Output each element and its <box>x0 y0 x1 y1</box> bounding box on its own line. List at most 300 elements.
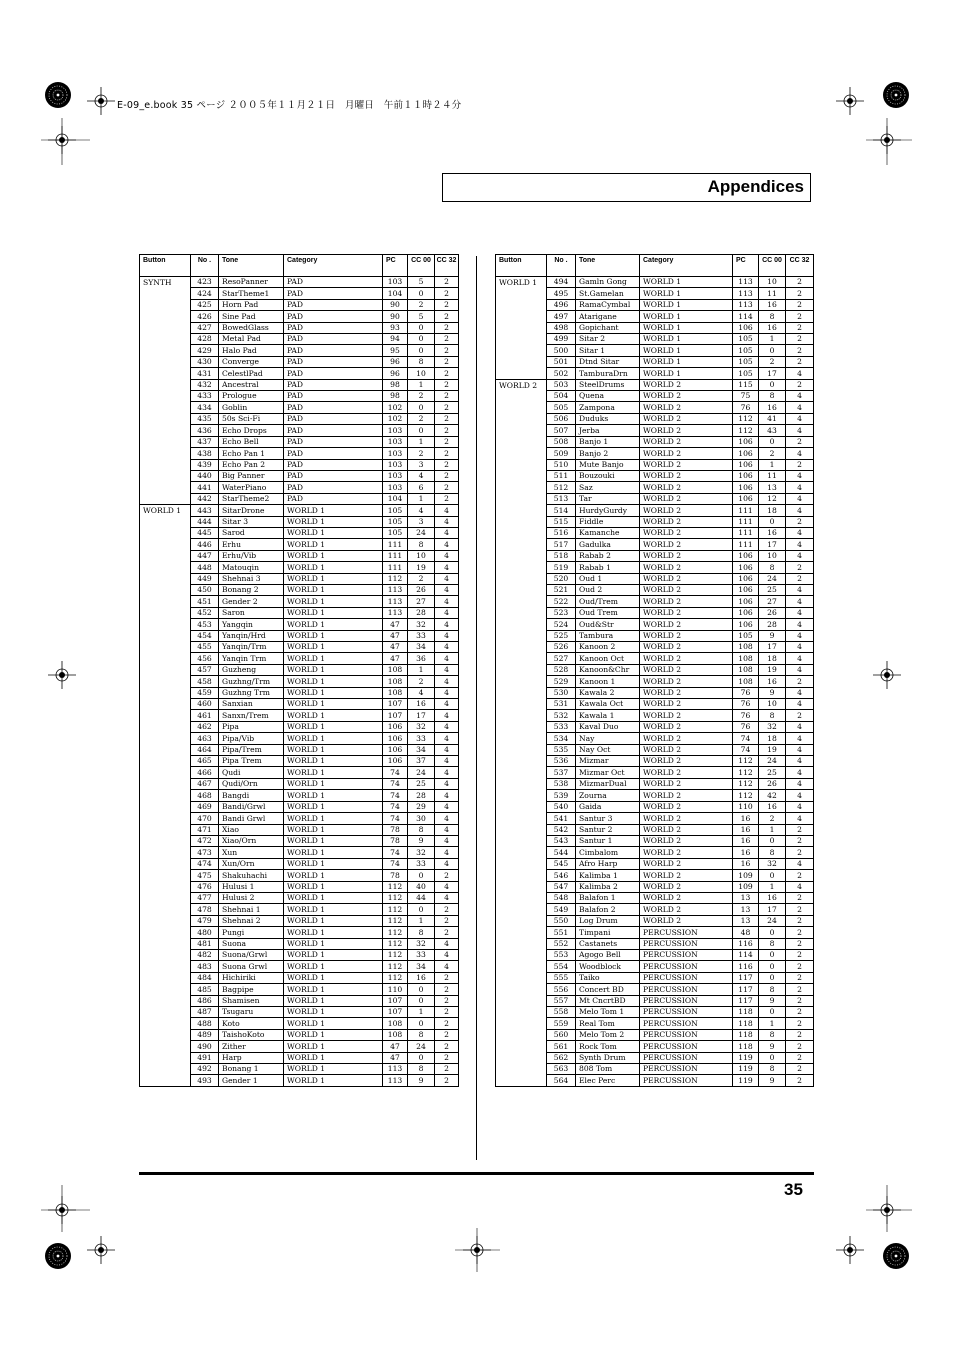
table-row <box>140 813 459 824</box>
cc00-value: 26 <box>408 584 435 595</box>
tone-number: 537 <box>547 767 576 778</box>
table-row <box>496 379 814 390</box>
table-row <box>496 778 814 789</box>
tone-name: TaishoKoto <box>219 1029 284 1040</box>
table-row <box>140 915 459 926</box>
tone-category: WORLD 1 <box>284 676 383 687</box>
cc00-value: 1 <box>759 334 786 345</box>
cc32-value: 4 <box>786 756 814 767</box>
tone-number: 466 <box>191 767 219 778</box>
tone-category: WORLD 2 <box>640 744 733 755</box>
tone-category: WORLD 1 <box>640 322 733 333</box>
cc00-value: 10 <box>408 368 435 379</box>
program-change: 111 <box>733 505 759 516</box>
tone-category: WORLD 2 <box>640 870 733 881</box>
cc00-value: 17 <box>759 904 786 915</box>
table-row <box>140 756 459 767</box>
table-row <box>140 710 459 721</box>
tone-number: 557 <box>547 995 576 1006</box>
table-row <box>140 550 459 561</box>
cc32-value: 2 <box>786 824 814 835</box>
program-change: 93 <box>383 322 408 333</box>
tone-name: Suona/Grwl <box>219 949 284 960</box>
program-change: 108 <box>383 1029 408 1040</box>
tone-number: 515 <box>547 516 576 527</box>
table-row <box>140 539 459 550</box>
cc00-value: 16 <box>759 801 786 812</box>
program-change: 106 <box>383 721 408 732</box>
program-change: 74 <box>733 744 759 755</box>
cc00-value: 32 <box>408 938 435 949</box>
cc32-value: 4 <box>435 619 459 630</box>
button-group-cell <box>140 493 191 504</box>
tone-category: WORLD 2 <box>640 459 733 470</box>
cc32-value: 4 <box>435 835 459 846</box>
cc00-value: 1 <box>408 1007 435 1018</box>
tone-category: WORLD 2 <box>640 767 733 778</box>
cc00-value: 11 <box>759 288 786 299</box>
program-change: 107 <box>383 995 408 1006</box>
tone-number: 454 <box>191 630 219 641</box>
tone-number: 506 <box>547 413 576 424</box>
cc00-value: 27 <box>408 596 435 607</box>
column-header-category: Category <box>284 255 383 277</box>
button-group-cell <box>496 938 547 949</box>
tone-category: WORLD 2 <box>640 813 733 824</box>
program-change: 108 <box>383 687 408 698</box>
tone-number: 496 <box>547 299 576 310</box>
button-group-cell <box>140 482 191 493</box>
button-group-cell <box>496 824 547 835</box>
tone-category: WORLD 1 <box>640 334 733 345</box>
button-group-cell <box>140 767 191 778</box>
table-row <box>140 984 459 995</box>
cc32-value: 4 <box>786 482 814 493</box>
tone-number: 488 <box>191 1018 219 1029</box>
cc32-value: 2 <box>786 311 814 322</box>
table-row <box>496 516 814 527</box>
tone-number: 442 <box>191 493 219 504</box>
tone-name: SitarDrone <box>219 505 284 516</box>
cc00-value: 0 <box>759 436 786 447</box>
print-header-note: E-09_e.book 35 ページ ２００５年１１月２１日 月曜日 午前１１時２４分 <box>117 100 462 111</box>
tone-category: WORLD 1 <box>284 870 383 881</box>
cc00-value: 40 <box>408 881 435 892</box>
cc00-value: 24 <box>759 915 786 926</box>
tone-name: Kanoon&Chr <box>576 664 640 675</box>
button-group-cell <box>496 425 547 436</box>
cc00-value: 1 <box>759 459 786 470</box>
tone-category: WORLD 1 <box>284 505 383 516</box>
program-change: 105 <box>383 516 408 527</box>
cc32-value: 4 <box>435 756 459 767</box>
cc00-value: 34 <box>408 744 435 755</box>
tone-number: 500 <box>547 345 576 356</box>
tone-category: WORLD 1 <box>284 1029 383 1040</box>
cc00-value: 25 <box>759 767 786 778</box>
cc00-value: 0 <box>759 870 786 881</box>
tone-name: Mt CncrtBD <box>576 995 640 1006</box>
button-group-cell <box>496 311 547 322</box>
table-row <box>496 436 814 447</box>
tone-number: 562 <box>547 1052 576 1063</box>
cc32-value: 4 <box>786 402 814 413</box>
table-row <box>496 368 814 379</box>
program-change: 47 <box>383 630 408 641</box>
table-row <box>140 379 459 390</box>
program-change: 107 <box>383 710 408 721</box>
cc00-value: 32 <box>759 721 786 732</box>
table-row <box>140 664 459 675</box>
tone-number: 450 <box>191 584 219 595</box>
table-header-row <box>140 255 459 277</box>
tone-name: Ancestral <box>219 379 284 390</box>
tone-category: PAD <box>284 379 383 390</box>
cc32-value: 4 <box>786 801 814 812</box>
program-change: 90 <box>383 311 408 322</box>
cc32-value: 2 <box>435 322 459 333</box>
cc00-value: 37 <box>408 756 435 767</box>
program-change: 106 <box>733 322 759 333</box>
cc00-value: 10 <box>759 699 786 710</box>
tone-name: Fiddle <box>576 516 640 527</box>
cc00-value: 18 <box>759 505 786 516</box>
program-change: 74 <box>383 847 408 858</box>
table-row <box>496 299 814 310</box>
tone-number: 480 <box>191 927 219 938</box>
tone-number: 541 <box>547 813 576 824</box>
tone-name: StarTheme1 <box>219 288 284 299</box>
section-title: Appendices <box>707 177 804 196</box>
cc00-value: 13 <box>759 482 786 493</box>
button-group-cell <box>140 642 191 653</box>
table-row <box>496 596 814 607</box>
tone-name: Bangdi <box>219 790 284 801</box>
button-group-cell <box>140 699 191 710</box>
section-title-box <box>442 173 811 202</box>
tone-number: 432 <box>191 379 219 390</box>
cc32-value: 4 <box>786 584 814 595</box>
table-row <box>496 1007 814 1018</box>
cc32-value: 2 <box>435 425 459 436</box>
table-row <box>140 653 459 664</box>
column-header-button: Button <box>496 255 547 277</box>
tone-category: PAD <box>284 356 383 367</box>
table-row <box>140 402 459 413</box>
tone-number: 553 <box>547 949 576 960</box>
button-group-cell <box>496 858 547 869</box>
tone-name: Santur 2 <box>576 824 640 835</box>
cc00-value: 9 <box>759 995 786 1006</box>
tone-category: PAD <box>284 470 383 481</box>
tone-name: Guzheng <box>219 664 284 675</box>
cc00-value: 0 <box>408 1052 435 1063</box>
tone-number: 481 <box>191 938 219 949</box>
button-group-cell <box>496 927 547 938</box>
tone-number: 427 <box>191 322 219 333</box>
cc32-value: 2 <box>786 1075 814 1086</box>
cc00-value: 0 <box>408 904 435 915</box>
tone-list-table-right <box>495 254 814 1087</box>
table-row <box>140 311 459 322</box>
tone-number: 507 <box>547 425 576 436</box>
tone-category: WORLD 2 <box>640 482 733 493</box>
program-change: 106 <box>733 436 759 447</box>
button-group-cell <box>140 311 191 322</box>
table-row <box>496 539 814 550</box>
tone-category: PAD <box>284 459 383 470</box>
cc00-value: 12 <box>759 493 786 504</box>
tone-name: Gender 1 <box>219 1075 284 1086</box>
tone-name: Pipa/Trem <box>219 744 284 755</box>
button-group-cell <box>496 493 547 504</box>
program-change: 47 <box>383 619 408 630</box>
tone-name: Tambura <box>576 630 640 641</box>
table-row <box>140 938 459 949</box>
program-change: 96 <box>383 368 408 379</box>
cc00-value: 1 <box>408 915 435 926</box>
table-row <box>140 334 459 345</box>
tone-category: PAD <box>284 288 383 299</box>
button-group-cell <box>496 778 547 789</box>
tone-name: Converge <box>219 356 284 367</box>
cc00-value: 0 <box>408 870 435 881</box>
table-row <box>496 345 814 356</box>
cc00-value: 24 <box>759 756 786 767</box>
cc32-value: 4 <box>786 505 814 516</box>
cc00-value: 16 <box>408 699 435 710</box>
cc32-value: 2 <box>435 482 459 493</box>
tone-category: WORLD 1 <box>284 1064 383 1075</box>
tone-category: WORLD 1 <box>284 972 383 983</box>
column-header-cc32: CC 32 <box>786 255 814 277</box>
column-header-no: No . <box>547 255 576 277</box>
cc00-value: 33 <box>408 733 435 744</box>
tone-number: 527 <box>547 653 576 664</box>
button-group-cell <box>140 790 191 801</box>
table-row <box>496 699 814 710</box>
program-change: 104 <box>383 288 408 299</box>
program-change: 106 <box>733 619 759 630</box>
table-row <box>140 767 459 778</box>
tone-number: 465 <box>191 756 219 767</box>
cc32-value: 4 <box>435 961 459 972</box>
tone-number: 478 <box>191 904 219 915</box>
program-change: 105 <box>733 356 759 367</box>
program-change: 112 <box>733 756 759 767</box>
button-group-cell <box>140 778 191 789</box>
button-group-cell <box>140 379 191 390</box>
tone-name: Pipa Trem <box>219 756 284 767</box>
cc00-value: 0 <box>408 322 435 333</box>
cc32-value: 2 <box>435 345 459 356</box>
cc32-value: 2 <box>786 892 814 903</box>
tone-category: PAD <box>284 448 383 459</box>
tone-number: 559 <box>547 1018 576 1029</box>
table-row <box>496 972 814 983</box>
cc32-value: 2 <box>435 356 459 367</box>
tone-name: Balafon 2 <box>576 904 640 915</box>
button-group-cell <box>496 482 547 493</box>
tone-category: WORLD 1 <box>640 356 733 367</box>
program-change: 74 <box>733 733 759 744</box>
cc00-value: 16 <box>408 972 435 983</box>
cc32-value: 2 <box>435 413 459 424</box>
tone-name: WaterPiano <box>219 482 284 493</box>
cc32-value: 2 <box>786 1029 814 1040</box>
program-change: 105 <box>733 345 759 356</box>
program-change: 106 <box>383 756 408 767</box>
program-change: 16 <box>733 858 759 869</box>
tone-number: 468 <box>191 790 219 801</box>
cc32-value: 2 <box>786 322 814 333</box>
tone-name: Qudi <box>219 767 284 778</box>
cc00-value: 2 <box>759 813 786 824</box>
button-group-cell <box>140 630 191 641</box>
cc32-value: 2 <box>435 1029 459 1040</box>
table-row <box>140 573 459 584</box>
tone-number: 546 <box>547 870 576 881</box>
column-divider <box>476 256 477 1160</box>
cc00-value: 33 <box>408 630 435 641</box>
cc32-value: 4 <box>786 550 814 561</box>
tone-category: WORLD 1 <box>284 881 383 892</box>
table-row <box>496 1052 814 1063</box>
program-change: 103 <box>383 448 408 459</box>
cc00-value: 28 <box>759 619 786 630</box>
tone-category: PAD <box>284 277 383 288</box>
program-change: 113 <box>383 1075 408 1086</box>
table-row <box>496 744 814 755</box>
button-group-cell <box>140 368 191 379</box>
tone-category: WORLD 2 <box>640 824 733 835</box>
table-row <box>140 824 459 835</box>
table-row <box>140 1052 459 1063</box>
button-group-cell <box>140 584 191 595</box>
tone-name: RamaCymbal <box>576 299 640 310</box>
program-change: 106 <box>733 596 759 607</box>
cc00-value: 16 <box>759 299 786 310</box>
cc32-value: 2 <box>435 972 459 983</box>
tone-number: 523 <box>547 607 576 618</box>
column-header-tone: Tone <box>219 255 284 277</box>
cc00-value: 0 <box>759 345 786 356</box>
tone-name: Gadulka <box>576 539 640 550</box>
table-row <box>140 413 459 424</box>
cc00-value: 8 <box>759 391 786 402</box>
table-row <box>496 676 814 687</box>
table-row <box>496 892 814 903</box>
tone-number: 547 <box>547 881 576 892</box>
table-row <box>140 892 459 903</box>
button-group-cell <box>496 949 547 960</box>
tone-name: Yangqin <box>219 619 284 630</box>
program-change: 111 <box>383 562 408 573</box>
cc00-value: 4 <box>408 470 435 481</box>
table-row <box>496 413 814 424</box>
cc32-value: 2 <box>435 904 459 915</box>
column-header-button: Button <box>140 255 191 277</box>
table-row <box>496 835 814 846</box>
tone-number: 476 <box>191 881 219 892</box>
tone-number: 473 <box>191 847 219 858</box>
cc00-value: 8 <box>759 938 786 949</box>
column-header-pc: PC <box>383 255 408 277</box>
cc00-value: 8 <box>408 539 435 550</box>
cc32-value: 2 <box>786 995 814 1006</box>
button-group-cell <box>140 607 191 618</box>
button-group-cell <box>496 619 547 630</box>
tone-number: 560 <box>547 1029 576 1040</box>
button-group-cell <box>140 334 191 345</box>
program-change: 16 <box>733 813 759 824</box>
cc32-value: 4 <box>786 790 814 801</box>
cc00-value: 5 <box>408 311 435 322</box>
button-group-cell <box>140 345 191 356</box>
tone-number: 501 <box>547 356 576 367</box>
tone-number: 462 <box>191 721 219 732</box>
tone-category: PERCUSSION <box>640 1029 733 1040</box>
button-group-cell <box>496 607 547 618</box>
cc00-value: 9 <box>408 1075 435 1086</box>
program-change: 112 <box>383 892 408 903</box>
cc32-value: 2 <box>786 949 814 960</box>
program-change: 16 <box>733 835 759 846</box>
cc00-value: 16 <box>759 892 786 903</box>
tone-name: Horn Pad <box>219 299 284 310</box>
program-change: 76 <box>733 710 759 721</box>
button-group-cell <box>140 961 191 972</box>
tone-category: WORLD 2 <box>640 379 733 390</box>
button-group-cell <box>496 516 547 527</box>
tone-name: Yanqin Trm <box>219 653 284 664</box>
cc32-value: 2 <box>435 470 459 481</box>
program-change: 112 <box>383 573 408 584</box>
program-change: 104 <box>383 493 408 504</box>
tone-name: Echo Bell <box>219 436 284 447</box>
button-group-cell <box>496 288 547 299</box>
cc32-value: 4 <box>786 813 814 824</box>
tone-number: 495 <box>547 288 576 299</box>
button-group-cell <box>496 687 547 698</box>
cc32-value: 2 <box>786 984 814 995</box>
tone-number: 433 <box>191 391 219 402</box>
cc32-value: 4 <box>786 664 814 675</box>
button-group-cell <box>496 630 547 641</box>
tone-name: Log Drum <box>576 915 640 926</box>
tone-name: Nay <box>576 733 640 744</box>
tone-number: 492 <box>191 1064 219 1075</box>
cc00-value: 1 <box>408 664 435 675</box>
tone-category: WORLD 1 <box>640 311 733 322</box>
cc32-value: 2 <box>435 995 459 1006</box>
tone-category: WORLD 2 <box>640 505 733 516</box>
tone-number: 545 <box>547 858 576 869</box>
tone-name: Dtnd Sitar <box>576 356 640 367</box>
tone-category: WORLD 1 <box>284 1041 383 1052</box>
tone-category: WORLD 2 <box>640 527 733 538</box>
program-change: 95 <box>383 345 408 356</box>
tone-name: Kaval Duo <box>576 721 640 732</box>
table-row <box>496 756 814 767</box>
program-change: 105 <box>733 334 759 345</box>
program-change: 112 <box>383 915 408 926</box>
program-change: 111 <box>383 550 408 561</box>
cc32-value: 4 <box>786 596 814 607</box>
cc00-value: 24 <box>408 767 435 778</box>
tone-name: Tar <box>576 493 640 504</box>
tone-name: Sanxian <box>219 699 284 710</box>
